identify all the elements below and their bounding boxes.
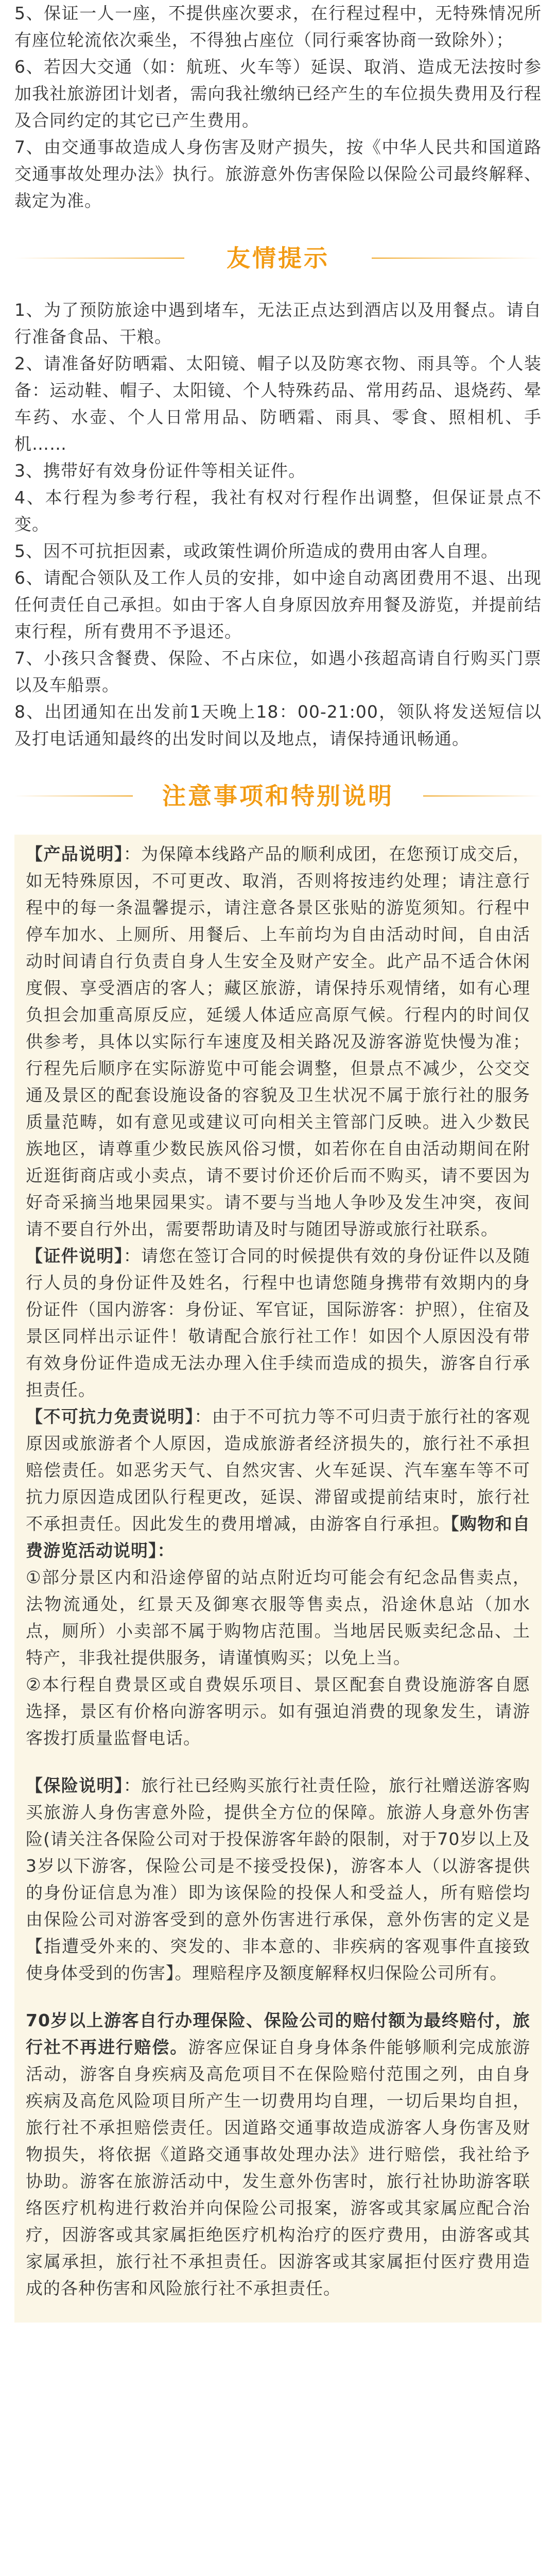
notes-title: 注意事项和特别说明 [162, 782, 394, 810]
shopping-item: ②本行程自费景区或自费娱乐项目、景区配套自费设施游客自愿选择，景区有价格向游客明示。如有强迫消费的现象发生，请游客拨打质量监督电话。 [26, 1674, 530, 1748]
friendly-tips-title: 友情提示 [227, 244, 329, 272]
tip-item: 2、请准备好防晒霜、太阳镜、帽子以及防寒衣物、雨具等。个人装备：运动鞋、帽子、太阳镜、个人特殊药品、常用药品、退烧药、晕车药、水壶、个人日常用品、防晒霜、雨具、零食、照相机、手机…… [14, 353, 542, 454]
insurance-note [26, 1772, 530, 1987]
notes-box [14, 835, 542, 2323]
tip-item: 1、为了预防旅途中遇到堵车，无法正点达到酒店以及用餐点。请自行准备食品、干粮。 [14, 300, 542, 347]
product-note-text: ：为保障本线路产品的顺利成团，在您预订成交后，如无特殊原因，不可更改、取消，否则将按违约处理；请注意行程中的每一条温馨提示，请注意各景区张贴的游览须知。行程中停车加水、上厕所、用餐后、上车前均为自由活动时间，自由活动时间请自行负责自身人生安全及财产安全。此产品不适合休闲度假、享受酒店的客人；藏区旅游，请保持乐观情绪，如有心理负担会加重高原反应，延缓人体适应高原气候。行程内的时间仅供参考，具体以实际行车速度及相关路况及游客游览快慢为准；行程先后顺序在实际游览中可能会调整，但景点不减少，公交交通及景区的配套设施设备的容貌及卫生状况不属于旅行社的服务质量范畴，如有意见或建议可向相关主管部门反映。进入少数民族地区，请尊重少数民族风俗习惯，如若你在自由活动期间在附近逛街商店或小卖点，请不要讨价还价后而不购买，请不要因为好奇采摘当地果园果实。请不要与当地人争吵及发生冲突，夜间请不要自行外出，需要帮助请及时与随团导游或旅行社联系。 [26, 844, 530, 1239]
notes-heading [14, 768, 542, 824]
force-note-label: 【不可抗力免责说明】 [26, 1406, 195, 1427]
id-note-text: ：请您在签订合同的时候提供有效的身份证件以及随行人员的身份证件及姓名，行程中也请您随身携带有效期内的身份证件（国内游客：身份证、军官证，国际游客：护照），住宿及景区同样出示证件！敬请配合旅行社工作！如因个人原因没有带有效身份证件造成无法办理入住手续而造成的损失，游客自行承担责任。 [26, 1246, 530, 1400]
insurance-note-text: ：旅行社已经购买旅行社责任险，旅行社赠送游客购买旅游人身伤害意外险，提供全方位的保障。旅游人身意外伤害险(请关注各保险公司对于投保游客年龄的限制，对于70岁以上及3岁以下游客，保险公司是不接受投保)，游客本人（以游客提供的身份证信息为准）即为该保险的投保人和受益人，所有赔偿均由保险公司对游客受到的意外伤害进行承保，意外伤害的定义是【指遭受外来的、突发的、非本意的、非疾病的客观事件直接致使身体受到的伤害】。理赔程序及额度解释权归保险公司所有。 [26, 1775, 530, 1983]
tip-item: 8、出团通知在出发前1天晚上18：00-21:00，领队将发送短信以及打电话通知最终的出发时间以及地点，请保持通讯畅通。 [14, 702, 542, 749]
tip-item: 5、因不可抗拒因素，或政策性调价所造成的费用由客人自理。 [14, 541, 498, 561]
shopping-note-label: 【购物和自费游览活动说明】 [26, 1514, 530, 1561]
product-note [26, 841, 530, 1243]
shopping-item: ①部分景区内和沿途停留的站点附近均可能会有纪念品售卖点，法物流通处，红景天及御寒衣服等售卖点，沿途休息站（加水点，厕所）小卖部不属于购物店范围。当地居民贩卖纪念品、土特产，非我社提供服务，请谨慎购买；以免上当。 [26, 1567, 530, 1668]
spacer [26, 1987, 530, 2007]
spacer [26, 1752, 530, 1772]
final-note-bold: 70岁以上游客自行办理保险、保险公司的赔付额为最终赔付，旅行社不再进行赔偿。 [26, 2010, 530, 2057]
id-note [26, 1243, 530, 1403]
tip-item: 3、携带好有效身份证件等相关证件。 [14, 461, 306, 481]
intro-item: 7、由交通事故造成人身伤害及财产损失，按《中华人民共和国道路交通事故处理办法》执行。旅游意外伤害保险以保险公司最终解释、裁定为准。 [14, 137, 542, 211]
final-note-text: 游客应保证自身身体条件能够顺利完成旅游活动，游客自身疾病及高危项目不在保险赔付范围之列，由自身疾病及高危风险项目所产生一切费用均自理，一切后果均自担，旅行社不承担赔偿责任。因道路交通事故造成游客人身伤害及财物损失，将依据《道路交通事故处理办法》进行赔偿，我社给予协助。游客在旅游活动中，发生意外伤害时，旅行社协助游客联络医疗机构进行救治并向保险公司报案，游客或其家属应配合治疗，因游客或其家属拒绝医疗机构治疗的医疗费用，由游客或其家属承担，旅行社不承担责任。因游客或其家属拒付医疗费用造成的各种伤害和风险旅行社不承担责任。 [26, 2037, 531, 2298]
friendly-tips-list [14, 297, 542, 752]
insurance-note-label: 【保险说明】 [26, 1775, 124, 1795]
product-note-label: 【产品说明】 [26, 844, 124, 864]
friendly-tips-heading [14, 230, 542, 286]
force-note [26, 1403, 530, 1564]
id-note-label: 【证件说明】 [26, 1246, 124, 1266]
tip-item: 6、请配合领队及工作人员的安排，如中途自动离团费用不退、出现任何责任自己承担。如由于客人自身原因放弃用餐及游览，并提前结束行程，所有费用不予退还。 [14, 568, 542, 641]
final-note [26, 2007, 530, 2302]
tip-item: 4、本行程为参考行程，我社有权对行程作出调整，但保证景点不变。 [14, 487, 542, 534]
tip-item: 7、小孩只含餐费、保险、不占床位，如遇小孩超高请自行购买门票以及车船票。 [14, 648, 542, 695]
intro-item: 6、若因大交通（如：航班、火车等）延误、取消、造成无法按时参加我社旅游团计划者，需向我社缴纳已经产生的车位损失费用及行程及合同约定的其它已产生费用。 [14, 57, 542, 130]
intro-section [14, 0, 542, 214]
intro-item: 5、保证一人一座，不提供座次要求，在行程过程中，无特殊情况所有座位轮流依次乘坐，不得独占座位（同行乘客协商一致除外）； [14, 3, 542, 50]
shopping-note-colon: ： [157, 1540, 175, 1561]
force-note-text: ：由于不可抗力等不可归责于旅行社的客观原因或旅游者个人原因，造成旅游者经济损失的，旅行社不承担赔偿责任。如恶劣天气、自然灾害、火车延误、汽车塞车等不可抗力原因造成团队行程更改，延误、滞留或提前结束时，旅行社不承担责任。因此发生的费用增减，由游客自行承担。 [26, 1406, 530, 1534]
